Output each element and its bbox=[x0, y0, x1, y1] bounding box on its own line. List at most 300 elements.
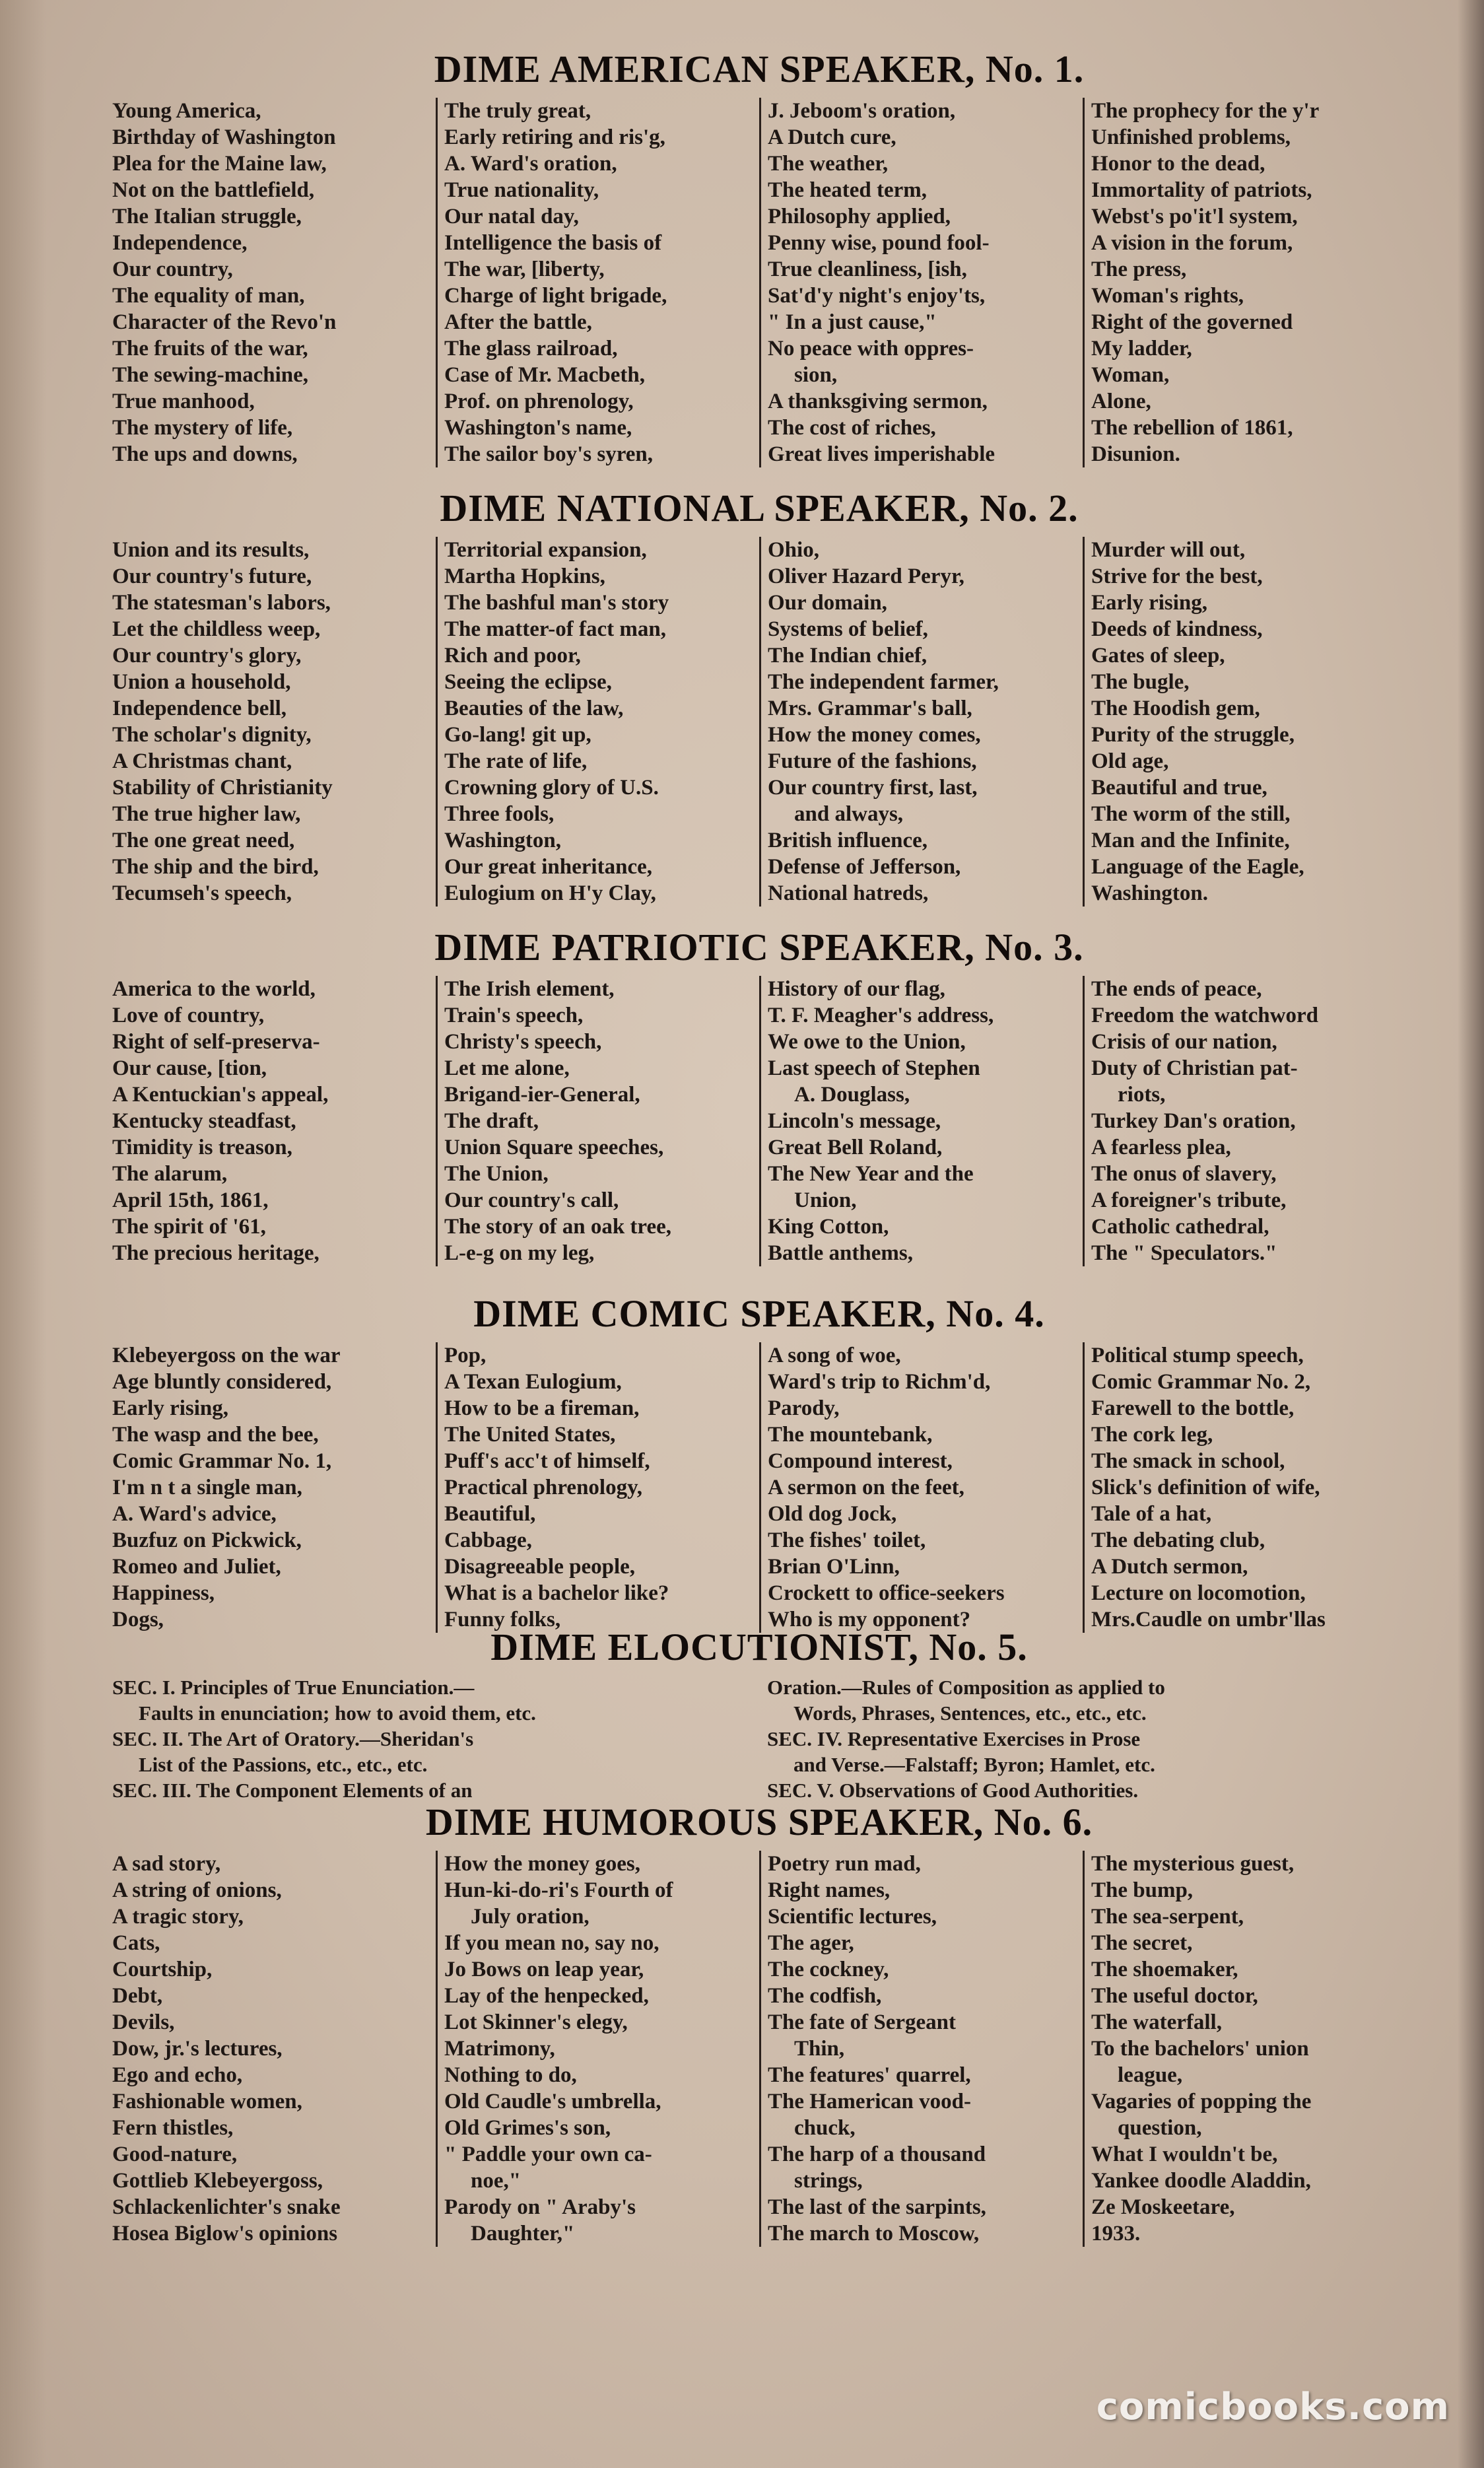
speech-title: Our country's glory, bbox=[112, 644, 302, 668]
speech-title: Go-lang! git up, bbox=[444, 723, 591, 747]
speech-title: Independence, bbox=[112, 231, 248, 255]
speech-title: The one great need, bbox=[112, 829, 295, 852]
speech-title: Union and its results, bbox=[112, 538, 310, 562]
title-column bbox=[112, 537, 436, 907]
speech-title: The bump, bbox=[1091, 1878, 1194, 1902]
speech-title: Christy's speech, bbox=[444, 1030, 602, 1054]
speech-title: Cats, bbox=[112, 1931, 160, 1955]
speech-title: Young America, bbox=[112, 99, 261, 123]
speech-title: The glass railroad, bbox=[444, 337, 618, 360]
speech-title: Happiness, bbox=[112, 1581, 215, 1605]
speech-title: Our country, bbox=[112, 257, 233, 281]
speech-title: Turkey Dan's oration, bbox=[1091, 1109, 1296, 1133]
speech-title: Thin, bbox=[794, 2037, 845, 2061]
speech-title: July oration, bbox=[471, 1905, 590, 1929]
speech-title: Kentucky steadfast, bbox=[112, 1109, 296, 1133]
speech-title: The equality of man, bbox=[112, 284, 305, 308]
speech-title: The precious heritage, bbox=[112, 1241, 320, 1265]
speech-title: Washington, bbox=[444, 829, 561, 852]
speech-title: A. Ward's oration, bbox=[444, 152, 617, 176]
speech-title: Murder will out, bbox=[1091, 538, 1246, 562]
speech-title: Battle anthems, bbox=[768, 1241, 913, 1265]
speaker-section-2 bbox=[112, 485, 1406, 907]
title-column bbox=[1083, 1342, 1406, 1633]
speech-title: A Dutch sermon, bbox=[1091, 1555, 1248, 1579]
speech-title: The cockney, bbox=[768, 1958, 889, 1981]
speech-title: The ends of peace, bbox=[1091, 977, 1262, 1001]
speech-title: chuck, bbox=[794, 2116, 856, 2140]
speech-title: National hatreds, bbox=[768, 881, 929, 905]
speech-title: Parody, bbox=[768, 1396, 840, 1420]
speech-title: Right of the governed bbox=[1091, 310, 1293, 334]
speech-title: Woman's rights, bbox=[1091, 284, 1244, 308]
speech-title: King Cotton, bbox=[768, 1215, 889, 1239]
speech-title: Comic Grammar No. 1, bbox=[112, 1449, 332, 1473]
speech-title: Unfinished problems, bbox=[1091, 125, 1291, 149]
speech-title: A song of woe, bbox=[768, 1344, 901, 1367]
speech-title: Old age, bbox=[1091, 749, 1169, 773]
section-title: DIME COMIC SPEAKER, No. 4. bbox=[473, 1292, 1045, 1335]
speech-title: Let me alone, bbox=[444, 1056, 570, 1080]
speech-title: 1933. bbox=[1091, 2222, 1141, 2245]
title-column bbox=[112, 1342, 436, 1633]
speech-title: A sad story, bbox=[112, 1852, 221, 1876]
speech-title: Honor to the dead, bbox=[1091, 152, 1265, 176]
speech-title: Let the childless weep, bbox=[112, 617, 321, 641]
speech-title: Klebeyergoss on the war bbox=[112, 1344, 341, 1367]
speech-title: Beauties of the law, bbox=[444, 697, 624, 720]
speech-title: Freedom the watchword bbox=[1091, 1004, 1318, 1027]
speech-title: The cork leg, bbox=[1091, 1423, 1213, 1447]
speaker-section-5 bbox=[112, 1624, 1406, 1803]
speech-title: Slick's definition of wife, bbox=[1091, 1476, 1320, 1499]
speech-title: Not on the battlefield, bbox=[112, 178, 315, 202]
speech-title: Our domain, bbox=[768, 591, 887, 615]
elocution-line: Faults in enunciation; how to avoid them, etc. bbox=[139, 1701, 536, 1725]
speech-title: T. F. Meagher's address, bbox=[768, 1004, 994, 1027]
title-columns bbox=[112, 1851, 1406, 2247]
speech-title: Good-nature, bbox=[112, 2142, 238, 2166]
speech-title: Devils, bbox=[112, 2010, 175, 2034]
speech-title: The mysterious guest, bbox=[1091, 1852, 1295, 1876]
speech-title: Comic Grammar No. 2, bbox=[1091, 1370, 1311, 1394]
speech-title: Puff's acc't of himself, bbox=[444, 1449, 650, 1473]
speech-title: The sea-serpent, bbox=[1091, 1905, 1244, 1929]
speech-title: Case of Mr. Macbeth, bbox=[444, 363, 645, 387]
speech-title: Territorial expansion, bbox=[444, 538, 647, 562]
speech-title: Hun-ki-do-ri's Fourth of bbox=[444, 1878, 673, 1902]
title-column bbox=[112, 1851, 436, 2247]
speech-title: Who is my opponent? bbox=[768, 1608, 971, 1631]
speech-title: True cleanliness, [ish, bbox=[768, 257, 967, 281]
speech-title: A thanksgiving sermon, bbox=[768, 390, 988, 413]
speech-title: Rich and poor, bbox=[444, 644, 581, 668]
speech-title: Duty of Christian pat- bbox=[1091, 1056, 1298, 1080]
speech-title: Buzfuz on Pickwick, bbox=[112, 1528, 302, 1552]
title-column bbox=[1083, 98, 1406, 467]
speech-title: The matter-of fact man, bbox=[444, 617, 666, 641]
elocution-line: SEC. II. The Art of Oratory.—Sheridan's bbox=[112, 1727, 474, 1750]
speech-title: The rate of life, bbox=[444, 749, 588, 773]
speech-title: Ze Moskeetare, bbox=[1091, 2195, 1235, 2219]
speech-title: Pop, bbox=[444, 1344, 487, 1367]
speech-title: The Union, bbox=[444, 1162, 549, 1186]
elocution-line: SEC. IV. Representative Exercises in Prose bbox=[767, 1727, 1141, 1750]
speech-title: I'm n t a single man, bbox=[112, 1476, 302, 1499]
speaker-section-3 bbox=[112, 924, 1406, 1266]
speech-title: The rebellion of 1861, bbox=[1091, 416, 1293, 440]
speech-title: sion, bbox=[794, 363, 838, 387]
speech-title: A fearless plea, bbox=[1091, 1136, 1231, 1159]
speech-title: Crockett to office-seekers bbox=[768, 1581, 1005, 1605]
speech-title: Three fools, bbox=[444, 802, 555, 826]
elocution-column bbox=[112, 1674, 751, 1803]
speech-title: America to the world, bbox=[112, 977, 316, 1001]
speech-title: Last speech of Stephen bbox=[768, 1056, 980, 1080]
speech-title: Dow, jr.'s lectures, bbox=[112, 2037, 283, 2061]
speech-title: Hosea Biglow's opinions bbox=[112, 2222, 338, 2245]
speech-title: Early rising, bbox=[112, 1396, 229, 1420]
speech-title: Early retiring and ris'g, bbox=[444, 125, 665, 149]
speech-title: Strive for the best, bbox=[1091, 565, 1263, 588]
speech-title: History of our flag, bbox=[768, 977, 945, 1001]
speech-title: Mrs.Caudle on umbr'llas bbox=[1091, 1608, 1326, 1631]
title-column bbox=[436, 1342, 759, 1633]
speech-title: Ego and echo, bbox=[112, 2063, 243, 2087]
speech-title: The shoemaker, bbox=[1091, 1958, 1238, 1981]
speech-title: Poetry run mad, bbox=[768, 1852, 921, 1876]
title-column bbox=[112, 976, 436, 1266]
speech-title: noe," bbox=[471, 2169, 522, 2193]
speech-title: A Christmas chant, bbox=[112, 749, 292, 773]
speech-title: Farewell to the bottle, bbox=[1091, 1396, 1295, 1420]
speech-title: A tragic story, bbox=[112, 1905, 244, 1929]
speech-title: Lot Skinner's elegy, bbox=[444, 2010, 628, 2034]
speech-title: Union a household, bbox=[112, 670, 291, 694]
elocution-line: Words, Phrases, Sentences, etc., etc., etc. bbox=[793, 1701, 1147, 1725]
speech-title: The Italian struggle, bbox=[112, 205, 302, 228]
speech-title: Washington's name, bbox=[444, 416, 632, 440]
speech-title: Love of country, bbox=[112, 1004, 265, 1027]
title-column bbox=[759, 976, 1083, 1266]
speech-title: How the money goes, bbox=[444, 1852, 640, 1876]
speech-title: The bugle, bbox=[1091, 670, 1190, 694]
section-title: DIME ELOCUTIONIST, No. 5. bbox=[490, 1626, 1028, 1668]
speech-title: The New Year and the bbox=[768, 1162, 974, 1186]
speech-title: Vagaries of popping the bbox=[1091, 2090, 1312, 2113]
speech-title: Crowning glory of U.S. bbox=[444, 776, 659, 800]
speech-title: The smack in school, bbox=[1091, 1449, 1285, 1473]
speech-title: A Kentuckian's appeal, bbox=[112, 1083, 329, 1107]
speech-title: Yankee doodle Aladdin, bbox=[1091, 2169, 1311, 2193]
speech-title: The true higher law, bbox=[112, 802, 301, 826]
section-title: DIME PATRIOTIC SPEAKER, No. 3. bbox=[434, 926, 1084, 969]
speech-title: British influence, bbox=[768, 829, 928, 852]
speech-title: What I wouldn't be, bbox=[1091, 2142, 1278, 2166]
speech-title: A. Douglass, bbox=[794, 1083, 910, 1107]
speech-title: The independent farmer, bbox=[768, 670, 999, 694]
speech-title: The draft, bbox=[444, 1109, 539, 1133]
speech-title: The alarum, bbox=[112, 1162, 228, 1186]
speaker-section-6 bbox=[112, 1799, 1406, 2247]
speech-title: Oliver Hazard Peryr, bbox=[768, 565, 964, 588]
title-column bbox=[759, 537, 1083, 907]
speech-title: Intelligence the basis of bbox=[444, 231, 662, 255]
speech-title: Mrs. Grammar's ball, bbox=[768, 697, 972, 720]
speech-title: Parody on " Araby's bbox=[444, 2195, 636, 2219]
speech-title: Gates of sleep, bbox=[1091, 644, 1225, 668]
speech-title: Fern thistles, bbox=[112, 2116, 234, 2140]
speech-title: True nationality, bbox=[444, 178, 599, 202]
speech-title: Compound interest, bbox=[768, 1449, 953, 1473]
speech-title: Stability of Christianity bbox=[112, 776, 333, 800]
speech-title: strings, bbox=[794, 2169, 863, 2193]
speech-title: Train's speech, bbox=[444, 1004, 584, 1027]
speech-title: Our country's call, bbox=[444, 1188, 619, 1212]
speech-title: Funny folks, bbox=[444, 1608, 561, 1631]
speech-title: The ship and the bird, bbox=[112, 855, 319, 879]
elocution-line: List of the Passions, etc., etc., etc. bbox=[139, 1753, 428, 1776]
title-column bbox=[759, 1851, 1083, 2247]
speech-title: The fishes' toilet, bbox=[768, 1528, 926, 1552]
section-title: DIME HUMOROUS SPEAKER, No. 6. bbox=[425, 1800, 1093, 1843]
speech-title: The onus of slavery, bbox=[1091, 1162, 1277, 1186]
speech-title: The sewing-machine, bbox=[112, 363, 308, 387]
speech-title: Plea for the Maine law, bbox=[112, 152, 327, 176]
speech-title: True manhood, bbox=[112, 390, 255, 413]
speech-title: A sermon on the feet, bbox=[768, 1476, 964, 1499]
speech-title: Our country's future, bbox=[112, 565, 312, 588]
speech-title: Eulogium on H'y Clay, bbox=[444, 881, 656, 905]
speech-title: Ohio, bbox=[768, 538, 819, 562]
speech-title: What is a bachelor like? bbox=[444, 1581, 669, 1605]
speech-title: How to be a fireman, bbox=[444, 1396, 640, 1420]
title-column bbox=[436, 537, 759, 907]
speech-title: Nothing to do, bbox=[444, 2063, 577, 2087]
speech-title: Romeo and Juliet, bbox=[112, 1555, 281, 1579]
speech-title: Old Grimes's son, bbox=[444, 2116, 611, 2140]
speech-title: Systems of belief, bbox=[768, 617, 928, 641]
speech-title: Future of the fashions, bbox=[768, 749, 977, 773]
speech-title: Penny wise, pound fool- bbox=[768, 231, 990, 255]
speech-title: Beautiful and true, bbox=[1091, 776, 1267, 800]
speech-title: The United States, bbox=[444, 1423, 616, 1447]
speech-title: Brian O'Linn, bbox=[768, 1555, 900, 1579]
speech-title: A Dutch cure, bbox=[768, 125, 896, 149]
speech-title: Birthday of Washington bbox=[112, 125, 336, 149]
speech-title: Debt, bbox=[112, 1984, 163, 2008]
speech-title: Jo Bows on leap year, bbox=[444, 1958, 644, 1981]
speech-title: Washington. bbox=[1091, 881, 1208, 905]
speech-title: Sat'd'y night's enjoy'ts, bbox=[768, 284, 986, 308]
speech-title: Union Square speeches, bbox=[444, 1136, 664, 1159]
speech-title: Lincoln's message, bbox=[768, 1109, 941, 1133]
elocution-line: SEC. I. Principles of True Enunciation.— bbox=[112, 1676, 475, 1699]
speech-title: Charge of light brigade, bbox=[444, 284, 667, 308]
speech-title: Cabbage, bbox=[444, 1528, 532, 1552]
speech-title: The codfish, bbox=[768, 1984, 882, 2008]
speech-title: riots, bbox=[1118, 1083, 1166, 1107]
speech-title: The bashful man's story bbox=[444, 591, 669, 615]
title-columns bbox=[112, 537, 1406, 907]
speech-title: The secret, bbox=[1091, 1931, 1193, 1955]
speech-title: Webst's po'it'l system, bbox=[1091, 205, 1298, 228]
elocution-line: SEC. III. The Component Elements of an bbox=[112, 1779, 473, 1802]
speech-title: The cost of riches, bbox=[768, 416, 936, 440]
speech-title: Ward's trip to Richm'd, bbox=[768, 1370, 991, 1394]
speech-title: The fate of Sergeant bbox=[768, 2010, 957, 2034]
speech-title: Language of the Eagle, bbox=[1091, 855, 1304, 879]
speech-title: Fashionable women, bbox=[112, 2090, 302, 2113]
speaker-section-1 bbox=[112, 46, 1406, 467]
speech-title: Great Bell Roland, bbox=[768, 1136, 943, 1159]
speech-title: Daughter," bbox=[471, 2222, 575, 2245]
speech-title: The scholar's dignity, bbox=[112, 723, 312, 747]
speech-title: " Paddle your own ca- bbox=[444, 2142, 652, 2166]
speech-title: Schlackenlichter's snake bbox=[112, 2195, 341, 2219]
speech-title: The press, bbox=[1091, 257, 1187, 281]
speech-title: Scientific lectures, bbox=[768, 1905, 937, 1929]
title-column bbox=[759, 98, 1083, 467]
speech-title: A. Ward's advice, bbox=[112, 1502, 277, 1526]
speech-title: Brigand-ier-General, bbox=[444, 1083, 640, 1107]
elocution-line: Oration.—Rules of Composition as applied to bbox=[767, 1676, 1165, 1699]
speech-title: L-e-g on my leg, bbox=[444, 1241, 595, 1265]
speech-title: After the battle, bbox=[444, 310, 592, 334]
title-column bbox=[1083, 976, 1406, 1266]
speech-title: Courtship, bbox=[112, 1958, 213, 1981]
speech-title: Prof. on phrenology, bbox=[444, 390, 634, 413]
speech-title: Right of self-preserva- bbox=[112, 1030, 320, 1054]
title-column bbox=[112, 98, 436, 467]
speech-title: Gottlieb Klebeyergoss, bbox=[112, 2169, 323, 2193]
speech-title: A Texan Eulogium, bbox=[444, 1370, 622, 1394]
speech-title: Seeing the eclipse, bbox=[444, 670, 612, 694]
speech-title: Disunion. bbox=[1091, 442, 1180, 466]
speech-title: The fruits of the war, bbox=[112, 337, 308, 360]
speech-title: Beautiful, bbox=[444, 1502, 536, 1526]
speech-title: Independence bell, bbox=[112, 697, 287, 720]
title-column bbox=[759, 1342, 1083, 1633]
speech-title: A vision in the forum, bbox=[1091, 231, 1293, 255]
speech-title: Union, bbox=[794, 1188, 857, 1212]
speech-title: " In a just cause," bbox=[768, 310, 937, 334]
speech-title: Lecture on locomotion, bbox=[1091, 1581, 1306, 1605]
speech-title: April 15th, 1861, bbox=[112, 1188, 269, 1212]
speech-title: The weather, bbox=[768, 152, 889, 176]
speech-title: The Hoodish gem, bbox=[1091, 697, 1260, 720]
speech-title: The mystery of life, bbox=[112, 416, 293, 440]
speech-title: The Irish element, bbox=[444, 977, 615, 1001]
title-column bbox=[436, 1851, 759, 2247]
speech-title: J. Jeboom's oration, bbox=[768, 99, 956, 123]
speech-title: The heated term, bbox=[768, 178, 928, 202]
speech-title: Crisis of our nation, bbox=[1091, 1030, 1277, 1054]
speech-title: question, bbox=[1118, 2116, 1202, 2140]
speech-title: A foreigner's tribute, bbox=[1091, 1188, 1287, 1212]
speech-title: The truly great, bbox=[444, 99, 591, 123]
speech-title: The useful doctor, bbox=[1091, 1984, 1258, 2008]
speech-title: The " Speculators." bbox=[1091, 1241, 1277, 1265]
speech-title: The mountebank, bbox=[768, 1423, 933, 1447]
speech-title: Tecumseh's speech, bbox=[112, 881, 292, 905]
title-columns bbox=[112, 976, 1406, 1266]
speech-title: Woman, bbox=[1091, 363, 1170, 387]
speech-title: The features' quarrel, bbox=[768, 2063, 971, 2087]
speech-title: Our great inheritance, bbox=[444, 855, 652, 879]
speech-title: The harp of a thousand bbox=[768, 2142, 986, 2166]
speech-title: Political stump speech, bbox=[1091, 1344, 1304, 1367]
speech-title: The Indian chief, bbox=[768, 644, 928, 668]
speech-title: The ager, bbox=[768, 1931, 854, 1955]
speech-title: Practical phrenology, bbox=[444, 1476, 643, 1499]
speech-title: The sailor boy's syren, bbox=[444, 442, 653, 466]
title-column bbox=[436, 98, 759, 467]
section-title: DIME AMERICAN SPEAKER, No. 1. bbox=[434, 48, 1085, 90]
speech-title: Age bluntly considered, bbox=[112, 1370, 332, 1394]
speech-title: Right names, bbox=[768, 1878, 891, 1902]
speech-title: We owe to the Union, bbox=[768, 1030, 966, 1054]
speech-title: Timidity is treason, bbox=[112, 1136, 292, 1159]
elocution-line: SEC. V. Observations of Good Authorities. bbox=[767, 1779, 1139, 1802]
elocution-line: and Verse.—Falstaff; Byron; Hamlet, etc. bbox=[793, 1753, 1155, 1776]
speech-title: The debating club, bbox=[1091, 1528, 1265, 1552]
speaker-section-4 bbox=[112, 1291, 1406, 1633]
speech-title: To the bachelors' union bbox=[1091, 2037, 1309, 2061]
section-title: DIME NATIONAL SPEAKER, No. 2. bbox=[440, 487, 1079, 530]
speech-title: Dogs, bbox=[112, 1608, 164, 1631]
title-columns bbox=[112, 1342, 1406, 1633]
title-column bbox=[1083, 537, 1406, 907]
speech-title: and always, bbox=[794, 802, 904, 826]
site-watermark: comicbooks.com bbox=[1096, 2385, 1450, 2428]
speech-title: Disagreeable people, bbox=[444, 1555, 636, 1579]
speech-title: The ups and downs, bbox=[112, 442, 298, 466]
speech-title: The wasp and the bee, bbox=[112, 1423, 319, 1447]
speech-title: No peace with oppres- bbox=[768, 337, 974, 360]
speech-title: The story of an oak tree, bbox=[444, 1215, 672, 1239]
speech-title: The statesman's labors, bbox=[112, 591, 331, 615]
elocution-sections bbox=[112, 1674, 1406, 1803]
speech-title: Matrimony, bbox=[444, 2037, 555, 2061]
title-columns bbox=[112, 98, 1406, 467]
speech-title: A string of onions, bbox=[112, 1878, 282, 1902]
speech-title: Our country first, last, bbox=[768, 776, 978, 800]
speech-title: The march to Moscow, bbox=[768, 2222, 980, 2245]
speech-title: Alone, bbox=[1091, 390, 1151, 413]
speech-title: Old Caudle's umbrella, bbox=[444, 2090, 661, 2113]
speech-title: The prophecy for the y'r bbox=[1091, 99, 1320, 123]
speech-title: Martha Hopkins, bbox=[444, 565, 605, 588]
speech-title: Philosophy applied, bbox=[768, 205, 951, 228]
speech-title: Purity of the struggle, bbox=[1091, 723, 1295, 747]
speech-title: Deeds of kindness, bbox=[1091, 617, 1263, 641]
speech-title: Man and the Infinite, bbox=[1091, 829, 1290, 852]
speech-title: The war, [liberty, bbox=[444, 257, 605, 281]
speech-title: Early rising, bbox=[1091, 591, 1208, 615]
speech-title: Lay of the henpecked, bbox=[444, 1984, 649, 2008]
speech-title: The last of the sarpints, bbox=[768, 2195, 986, 2219]
speech-title: Our cause, [tion, bbox=[112, 1056, 267, 1080]
speech-title: Catholic cathedral, bbox=[1091, 1215, 1269, 1239]
title-column bbox=[1083, 1851, 1406, 2247]
speech-title: league, bbox=[1118, 2063, 1183, 2087]
speech-title: My ladder, bbox=[1091, 337, 1192, 360]
speech-title: Tale of a hat, bbox=[1091, 1502, 1212, 1526]
speech-title: Old dog Jock, bbox=[768, 1502, 897, 1526]
speech-title: How the money comes, bbox=[768, 723, 981, 747]
title-column bbox=[436, 976, 759, 1266]
